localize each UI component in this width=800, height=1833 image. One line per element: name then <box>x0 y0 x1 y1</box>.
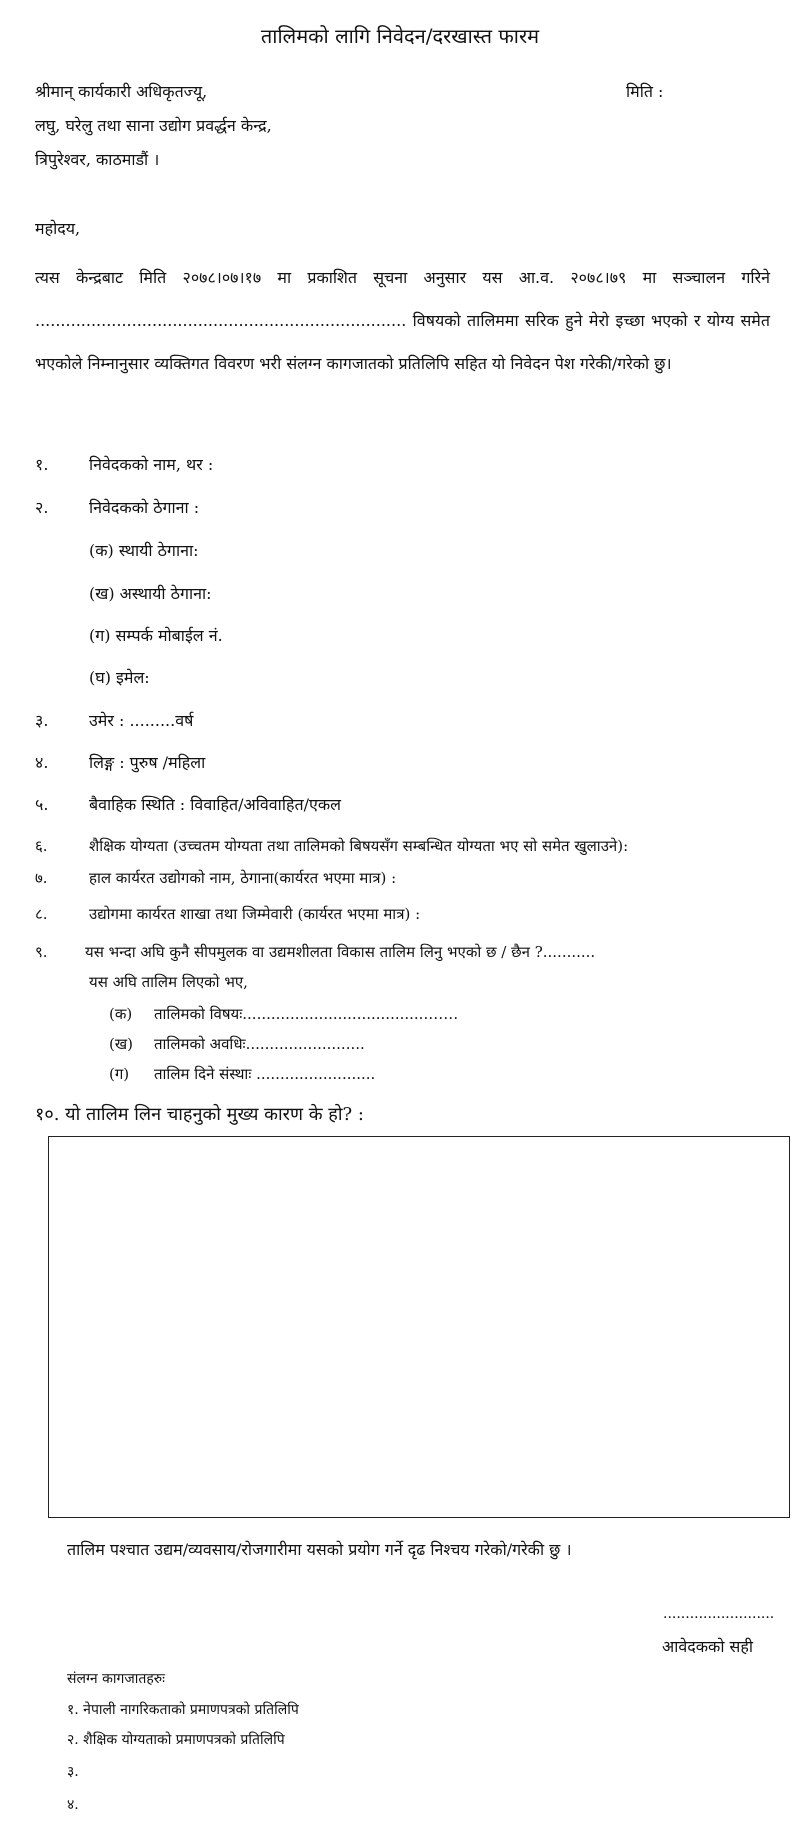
field-9b-training-duration-label: तालिमको अवधिः......................... <box>154 1035 365 1053</box>
field-2b-temporary-address-label: (ख) अस्थायी ठेगाना: <box>89 584 212 603</box>
field-9c-mark: (ग) <box>109 1065 130 1083</box>
date-label: मिति : <box>626 82 664 101</box>
field-9a-training-subject-label: तालिमको विषयः.......................................…… <box>154 1005 459 1023</box>
form-title: तालिमको लागि निवेदन/दरखास्त फारम <box>260 24 540 48</box>
field-9c-training-institute-label: तालिम दिने संस्थाः ......................... <box>154 1065 376 1083</box>
field-5-number: ५. <box>35 795 49 814</box>
field-9-number: ९. <box>35 943 48 961</box>
field-2-address-label: निवेदकको ठेगाना : <box>89 498 200 517</box>
field-7-number: ७. <box>35 869 48 887</box>
field-9a-mark: (क) <box>109 1005 133 1023</box>
signature-line: ......................... <box>663 1606 775 1622</box>
field-8-number: ८. <box>35 905 48 923</box>
attachment-item: ३. <box>67 1764 79 1780</box>
field-6-number: ६. <box>35 837 48 855</box>
field-6-education-label: शैक्षिक योग्यता (उच्चतम योग्यता तथा तालिमको बिषयसँग सम्बन्धित योग्यता भए सो समेत खुलाउने): <box>89 837 629 855</box>
addressee-line-2: लघु, घरेलु तथा साना उद्योग प्रवर्द्धन केन्द्र, <box>35 116 272 135</box>
signature-label: आवेदकको सही <box>662 1637 754 1656</box>
field-7-current-industry-label: हाल कार्यरत उद्योगको नाम, ठेगाना(कार्यरत भएमा मात्र) : <box>89 869 397 887</box>
field-1-applicant-name-label: निवेदकको नाम, थर : <box>89 455 214 474</box>
attachments-heading: संलग्न कागजातहरुः <box>67 1671 165 1687</box>
field-5-marital-status-label: बैवाहिक स्थिति : विवाहित/अविवाहित/एकल <box>89 795 341 814</box>
commitment-statement: तालिम पश्चात उद्यम/व्यवसाय/रोजगारीमा यसको प्रयोग गर्ने दृढ निश्चय गरेको/गरेकी छु । <box>67 1540 572 1559</box>
field-2d-email-label: (घ) इमेल: <box>89 668 150 687</box>
field-3-age-label: उमेर : .........वर्ष <box>89 711 194 730</box>
field-4-gender-label: लिङ्ग : पुरुष /महिला <box>89 753 206 772</box>
body-paragraph: त्यस केन्द्रबाट मिति २०७८।०७।१७ मा प्रकाशित सूचना अनुसार यस आ.व. २०७८।७९ मा सञ्चालन गरिने ......................................................................... विषयको तालिममा सरिक हुने मेरो इच्छा भएको र योग्य समेत भएकोले निम्नानुसार व्यक्तिगत विवरण भरी संलग्न कागजातको प्रतिलिपि सहित यो निवेदन पेश गरेकी/गरेको छु। <box>35 268 770 373</box>
field-10-reason-label: १०. यो तालिम लिन चाहनुको मुख्य कारण के हो? : <box>35 1104 364 1125</box>
field-1-number: १. <box>35 455 49 474</box>
field-9b-mark: (ख) <box>109 1035 133 1053</box>
field-8-branch-responsibility-label: उद्योगमा कार्यरत शाखा तथा जिम्मेवारी (कार्यरत भएमा मात्र) : <box>89 905 421 923</box>
field-9-previous-training-label: यस भन्दा अघि कुनै सीपमुलक वा उद्यमशीलता विकास तालिम लिनु भएको छ / छैन ?........... <box>85 943 596 961</box>
field-4-number: ४. <box>35 753 49 772</box>
field-9-intro: यस अघि तालिम लिएको भए, <box>89 973 248 991</box>
attachment-item: १. नेपाली नागरिकताको प्रमाणपत्रको प्रतिलिपि <box>67 1702 299 1718</box>
attachment-item: २. शैक्षिक योग्यताको प्रमाणपत्रको प्रतिलिपि <box>67 1732 285 1748</box>
field-2-number: २. <box>35 498 49 517</box>
field-2c-mobile-label: (ग) सम्पर्क मोबाईल नं. <box>89 626 223 645</box>
addressee-line-3: त्रिपुरेश्वर, काठमाडौं । <box>35 150 160 169</box>
addressee-line-1: श्रीमान् कार्यकारी अधिकृतज्यू, <box>35 82 208 101</box>
field-2a-permanent-address-label: (क) स्थायी ठेगाना: <box>89 541 199 560</box>
reason-answer-box[interactable] <box>48 1136 790 1518</box>
salutation: महोदय, <box>35 219 81 238</box>
field-3-number: ३. <box>35 711 49 730</box>
attachment-item: ४. <box>67 1797 79 1813</box>
